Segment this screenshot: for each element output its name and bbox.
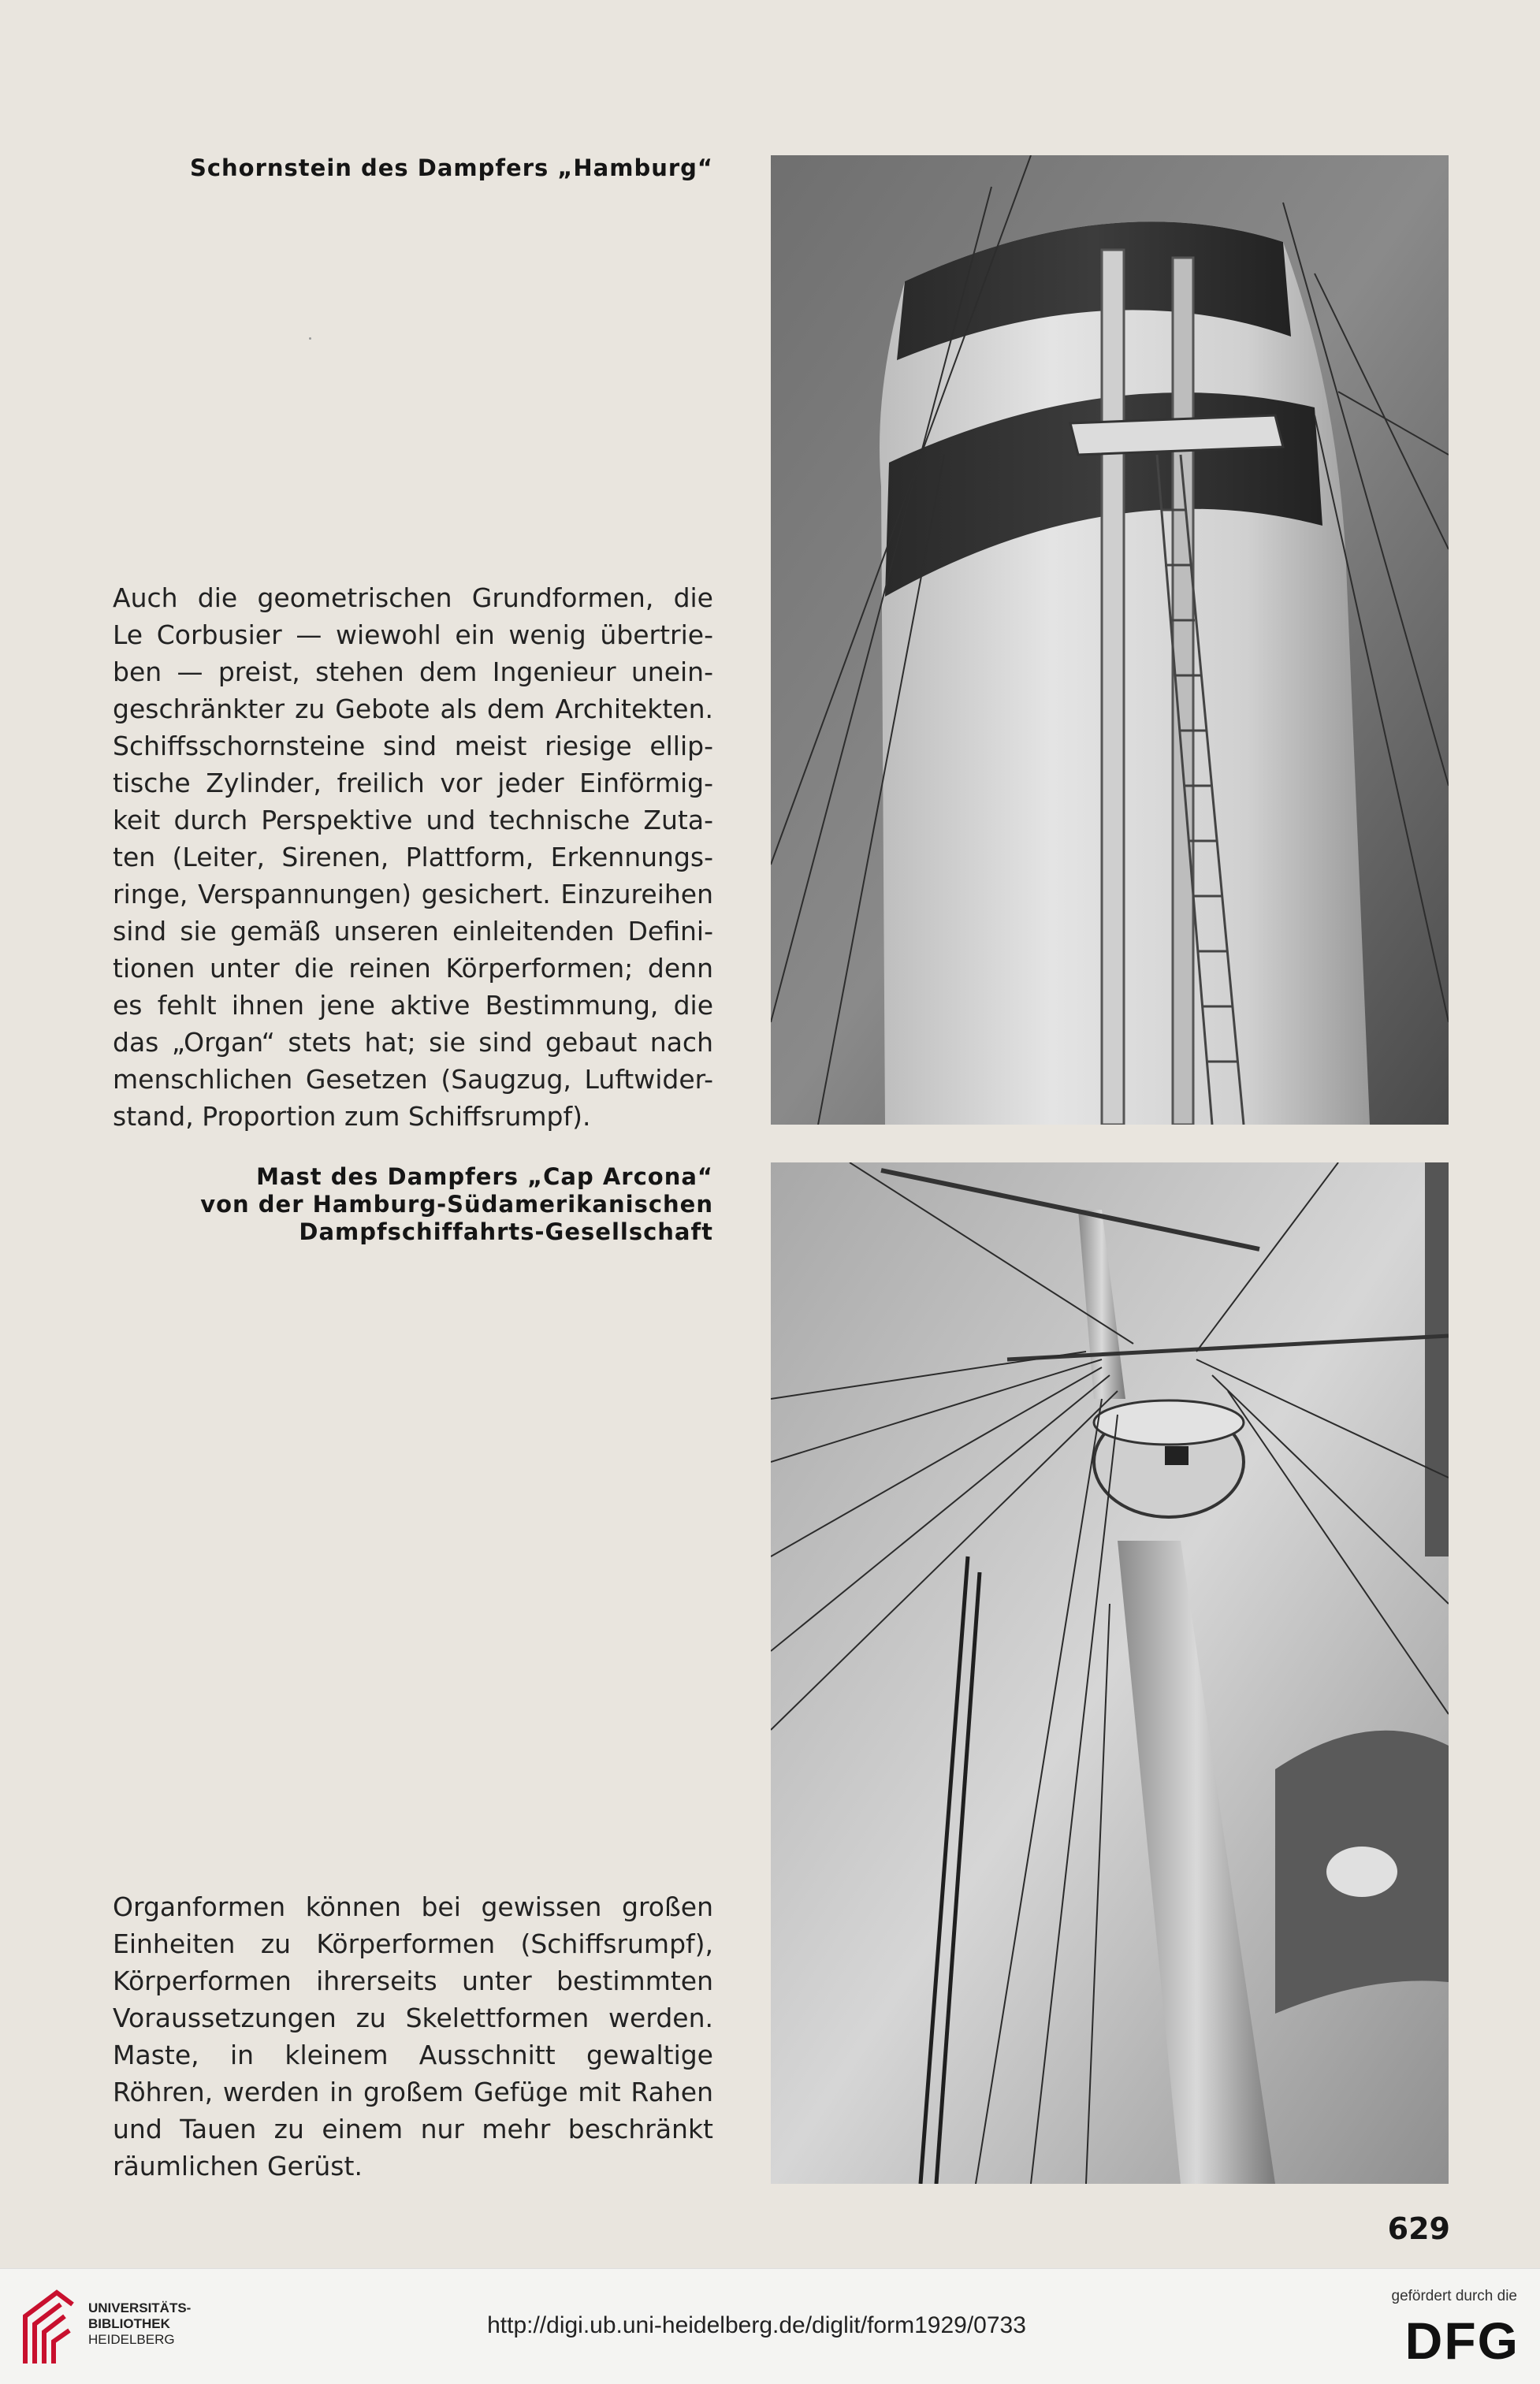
text-line: Röhren, werden in großem Gefüge mit Rahen	[113, 2077, 713, 2107]
text-line: Auch die geometrischen Grundformen, die	[113, 582, 713, 613]
text-line: ten (Leiter, Sirenen, Plattform, Erkennungs-	[113, 842, 713, 872]
text-line: menschlichen Gesetzen (Saugzug, Luftwider-	[113, 1064, 713, 1095]
library-line: UNIVERSITÄTS-	[88, 2300, 192, 2315]
funnel-photo	[771, 155, 1449, 1125]
text-line: tionen unter die reinen Körperformen; denn	[113, 953, 713, 984]
funnel-photo-image	[771, 155, 1449, 1125]
text-line: geschränkter zu Gebote als dem Architekten.	[113, 694, 713, 724]
text-line: Schiffsschornsteine sind meist riesige ellip-	[113, 731, 713, 761]
text-line: Le Corbusier — wiewohl ein wenig übertrie-	[113, 619, 713, 650]
text-line: es fehlt ihnen jene aktive Bestimmung, die	[113, 990, 713, 1021]
text-line: keit durch Perspektive und technische Zuta-	[113, 805, 713, 835]
text-line: das „Organ“ stets hat; sie sind gebaut nach	[113, 1027, 713, 1058]
caption-line: Mast des Dampfers „Cap Arcona“	[256, 1163, 713, 1190]
text-line: tische Zylinder, freilich vor jeder Einförmig-	[113, 768, 713, 798]
paragraph-1	[113, 579, 713, 1135]
text-line: Einheiten zu Körperformen (Schiffsrumpf),	[113, 1928, 713, 1959]
speck	[309, 337, 311, 340]
permalink-url[interactable]: http://digi.ub.uni-heidelberg.de/diglit/form1929/0733	[487, 2312, 1026, 2338]
text-line: und Tauen zu einem nur mehr beschränkt	[113, 2114, 713, 2144]
caption-line: Dampfschiffahrts-Gesellschaft	[299, 1218, 713, 1245]
text-line: Maste, in kleinem Ausschnitt gewaltige	[113, 2040, 713, 2070]
funded-by-label: gefördert durch die	[1391, 2288, 1517, 2304]
paragraph-2	[113, 1888, 713, 2185]
text-line: ben — preist, stehen dem Ingenieur unein-	[113, 656, 713, 687]
page-number: 629	[1387, 2211, 1450, 2246]
library-name	[88, 2300, 191, 2348]
library-line: BIBLIOTHEK	[88, 2316, 170, 2331]
text-line: sind sie gemäß unseren einleitenden Defini-	[113, 916, 713, 947]
library-line: HEIDELBERG	[88, 2332, 175, 2347]
text-line: Organformen können bei gewissen großen	[113, 1891, 713, 1922]
viewer-footer	[0, 2268, 1540, 2384]
mast-photo	[771, 1162, 1449, 2184]
mast-photo-image	[771, 1162, 1449, 2184]
caption-line: von der Hamburg-Südamerikanischen	[200, 1191, 713, 1218]
text-line: stand, Proportion zum Schiffsrumpf).	[113, 1101, 591, 1132]
caption-mast	[118, 1163, 713, 1246]
ub-heidelberg-logo-icon[interactable]	[17, 2285, 80, 2371]
text-line: Körperformen ihrerseits unter bestimmten	[113, 1966, 713, 1996]
text-line: räumlichen Gerüst.	[113, 2151, 363, 2181]
dfg-logo[interactable]: DFG	[1404, 2311, 1520, 2370]
caption-funnel: Schornstein des Dampfers „Hamburg“	[189, 154, 713, 181]
text-line: Voraussetzungen zu Skelettformen werden.	[113, 2003, 713, 2033]
text-line: ringe, Verspannungen) gesichert. Einzureihen	[113, 879, 713, 909]
